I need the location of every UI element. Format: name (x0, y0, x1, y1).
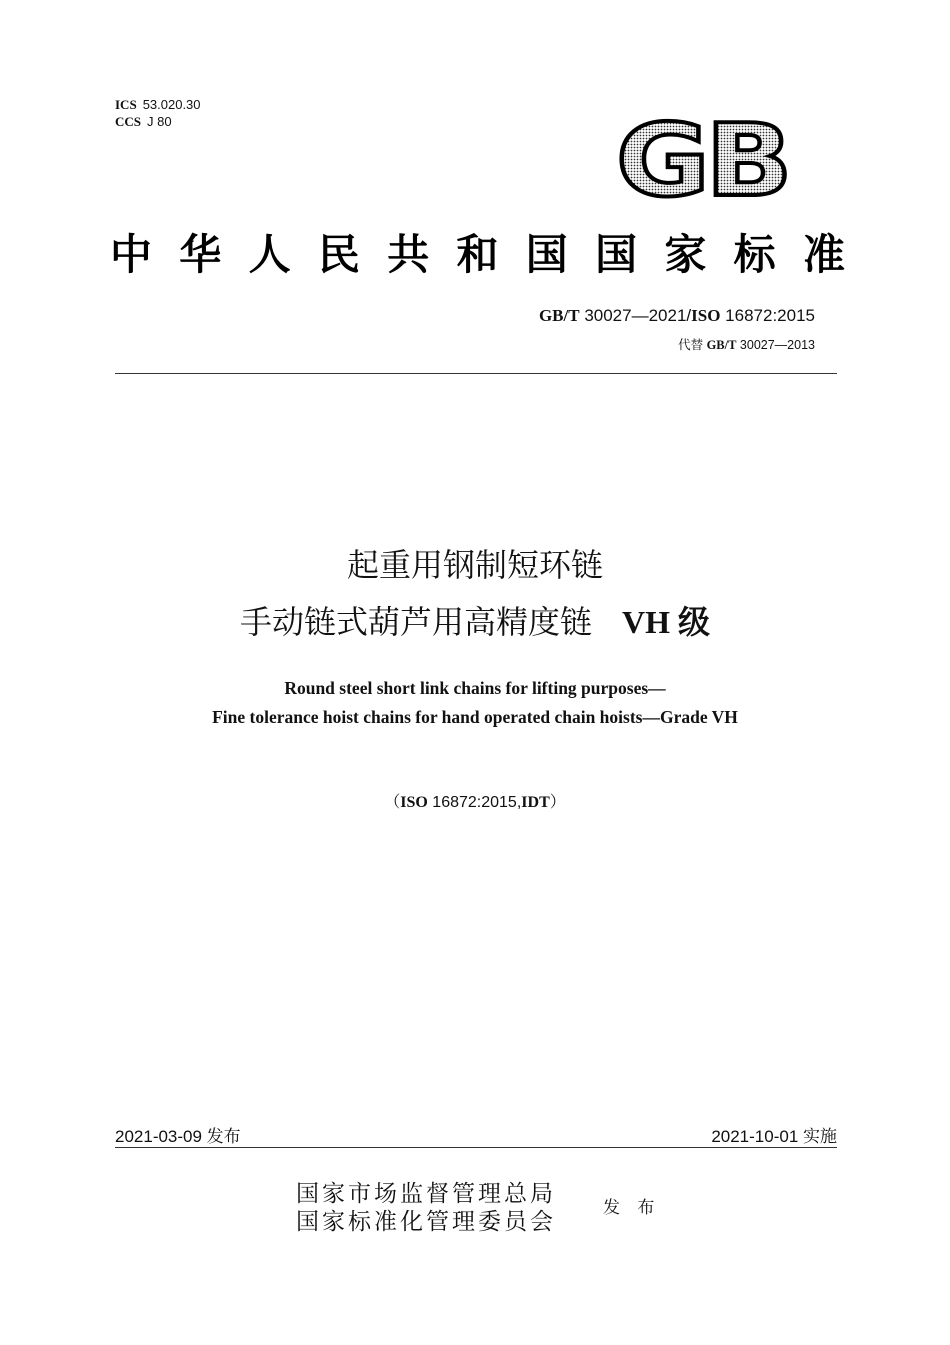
iso-number: 16872:2015 (725, 306, 815, 325)
title-char: 国 (595, 230, 638, 279)
ccs-classification (115, 114, 172, 130)
iso-prefix: ISO (691, 306, 721, 325)
replaces-label: 代替 (678, 338, 704, 352)
ics-classification (115, 97, 201, 113)
equiv-degree: IDT (521, 794, 550, 811)
equiv-iso-prefix: ISO (400, 794, 428, 811)
equiv-iso-number: 16872:2015, (432, 794, 522, 811)
replaces-standard (678, 335, 815, 353)
title-char: 家 (664, 230, 707, 279)
title-char: 人 (248, 230, 291, 279)
title-char: 标 (733, 230, 776, 279)
svg-text:GB: GB (616, 110, 788, 205)
implementation-date: 2021-10-01 实施 (711, 1127, 837, 1146)
replaces-prefix: GB/T (706, 338, 737, 352)
grade-label: VH 级 (622, 604, 711, 640)
chinese-title-text: 手动链式葫芦用高精度链 (239, 603, 592, 641)
ics-code: 53.020.30 (142, 97, 201, 112)
paren-open: （ (384, 794, 401, 811)
title-char: 国 (525, 230, 568, 279)
title-char: 和 (456, 230, 499, 279)
title-char: 准 (802, 230, 845, 279)
std-prefix: GB/T (538, 306, 580, 325)
title-char: 华 (179, 230, 222, 279)
title-char: 共 (387, 230, 430, 279)
title-char: 民 (317, 230, 360, 279)
top-divider (115, 373, 837, 374)
english-title-line-2: Fine tolerance hoist chains for hand operated chain hoists—Grade VH (212, 707, 738, 727)
issuer-sac: 国家标准化管理委员会 (296, 1209, 556, 1235)
title-char: 中 (110, 230, 153, 279)
iso-equivalence (0, 789, 950, 812)
bottom-divider (115, 1147, 837, 1148)
ccs-code: J 80 (147, 114, 172, 129)
issuer-samr: 国家市场监督管理总局 (296, 1181, 556, 1207)
replaces-number: 30027—2013 (739, 338, 815, 352)
chinese-title-line-1: 起重用钢制短环链 (346, 546, 603, 584)
ccs-label: CCS (115, 114, 142, 129)
english-title-line-1: Round steel short link chains for lifting purposes— (284, 678, 666, 698)
paren-close: ） (549, 794, 566, 811)
gb-logo (612, 110, 792, 205)
ics-label: ICS (115, 97, 137, 112)
standard-number (539, 306, 815, 326)
national-standard-title (110, 222, 845, 282)
publish-label: 发 布 (603, 1198, 661, 1218)
issue-date: 2021-03-09 发布 (115, 1127, 241, 1146)
chinese-title-line-2 (0, 597, 950, 643)
std-number-value: 30027—2021/ (584, 306, 692, 325)
